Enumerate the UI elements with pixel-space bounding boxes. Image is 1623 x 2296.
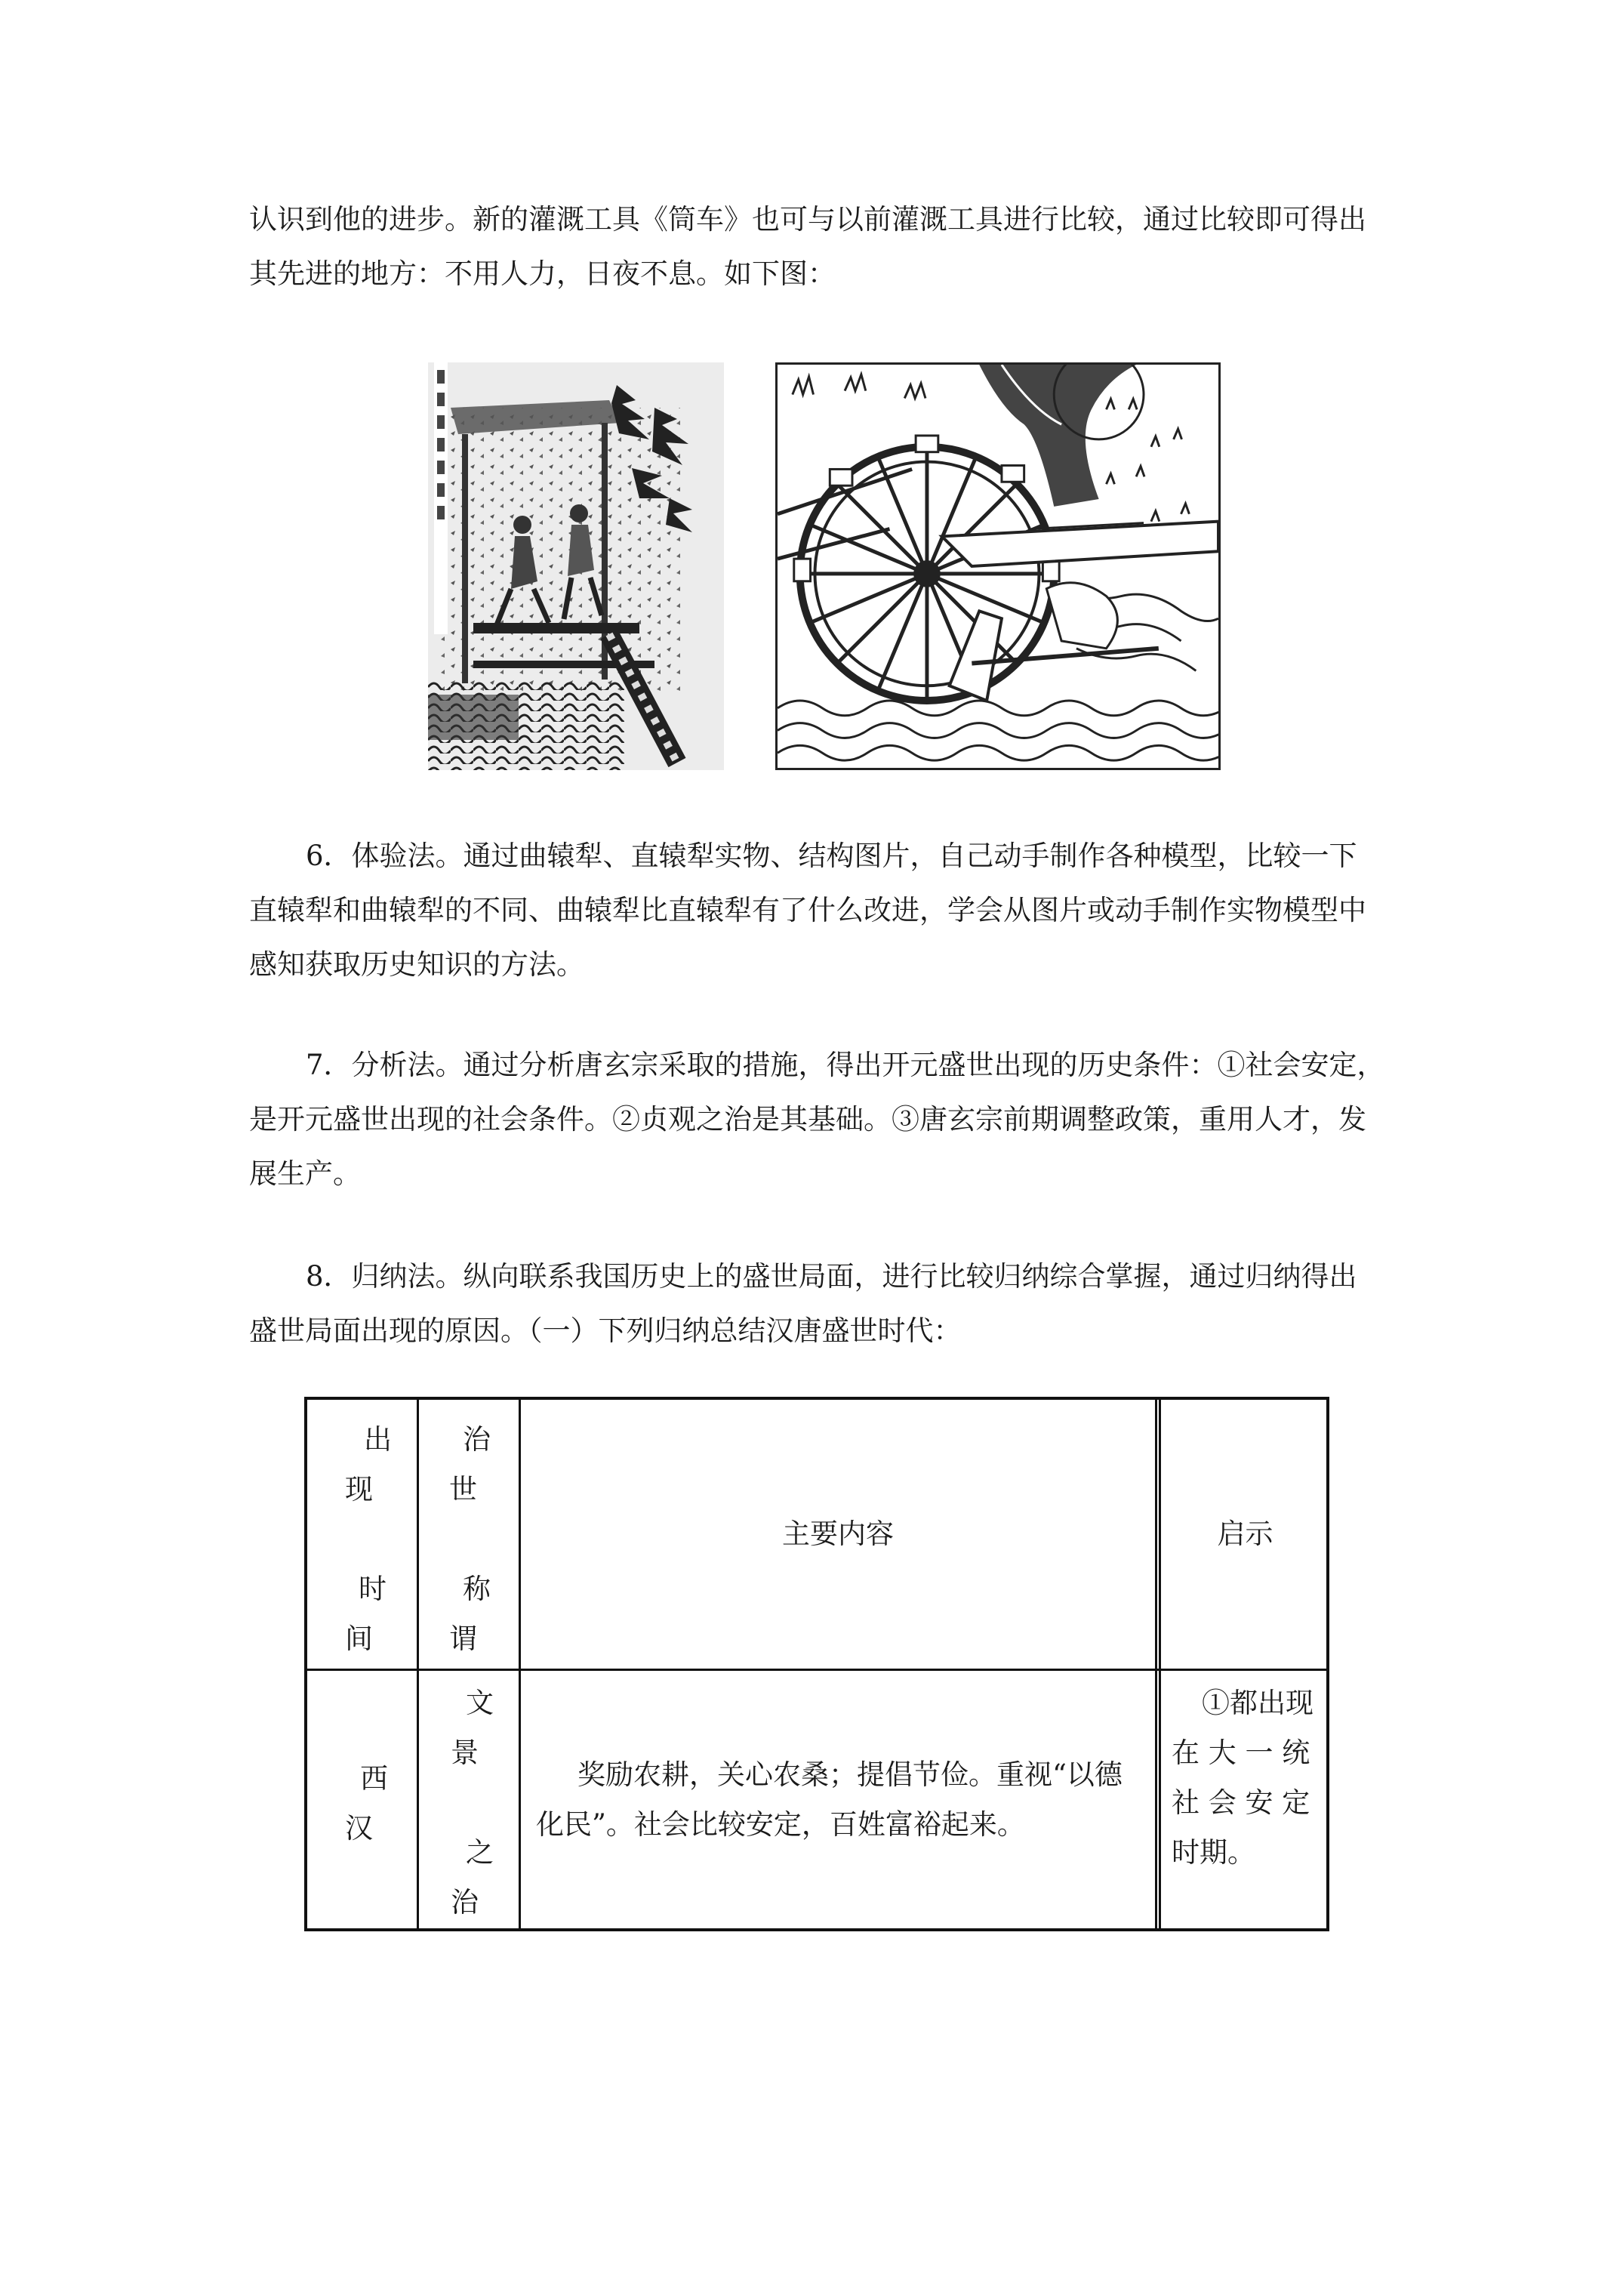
text-line: 盛世局面出现的原因。（一）下列归纳总结汉唐盛世时代： bbox=[249, 1314, 962, 1347]
text-line: 展生产。 bbox=[249, 1157, 361, 1190]
cell-char: 文 bbox=[466, 1687, 494, 1719]
text-line: 是开元盛世出现的社会条件。②贞观之治是其基础。③唐玄宗前期调整政策，重用人才，发 bbox=[249, 1103, 1366, 1136]
paragraph-analysis-method bbox=[249, 1038, 1385, 1201]
header-main-content bbox=[521, 1400, 1155, 1669]
content-line: 奖励农耕，关心农桑；提倡节俭。重视“以德 bbox=[577, 1758, 1123, 1791]
header-char: 出 bbox=[364, 1423, 392, 1456]
insight-line: 社 会 安 定 bbox=[1172, 1786, 1310, 1819]
text-line: 7．分析法。通过分析唐玄宗采取的措施，得出开元盛世出现的历史条件：①社会安定， bbox=[306, 1049, 1385, 1081]
figure-tongche-waterwheel bbox=[775, 362, 1221, 770]
cell-char: 景 bbox=[451, 1737, 479, 1769]
cell-char: 西 bbox=[360, 1762, 388, 1795]
text-line: 其先进的地方：不用人力，日夜不息。如下图： bbox=[249, 257, 836, 290]
manual-waterwheel-illustration bbox=[428, 362, 724, 770]
header-char: 时 bbox=[359, 1573, 387, 1605]
cell-char: 汉 bbox=[345, 1812, 373, 1845]
header-char: 现 bbox=[345, 1473, 373, 1505]
tongche-illustration bbox=[778, 365, 1218, 768]
row-insight-cell bbox=[1161, 1671, 1329, 1931]
header-insight bbox=[1161, 1400, 1329, 1669]
header-text: 主要内容 bbox=[782, 1518, 894, 1550]
figure-manual-waterwheel bbox=[428, 362, 724, 770]
row-content-cell bbox=[521, 1671, 1155, 1931]
paragraph-experience-method bbox=[249, 829, 1381, 992]
insight-line: 在 大 一 统 bbox=[1172, 1737, 1310, 1769]
text-line: 6．体验法。通过曲辕犁、直辕犁实物、结构图片，自己动手制作各种模型，比较一下 bbox=[306, 840, 1357, 872]
text-line: 认识到他的进步。新的灌溉工具《筒车》也可与以前灌溉工具进行比较，通过比较即可得出 bbox=[249, 203, 1366, 236]
header-char: 间 bbox=[345, 1623, 373, 1655]
header-char: 谓 bbox=[449, 1623, 477, 1655]
header-char: 治 bbox=[463, 1423, 491, 1456]
header-appearance-time bbox=[307, 1400, 417, 1669]
text-line: 直辕犁和曲辕犁的不同、曲辕犁比直辕犁有了什么改进，学会从图片或动手制作实物模型中 bbox=[249, 894, 1366, 926]
cell-char: 之 bbox=[466, 1836, 494, 1869]
paragraph-induction-method bbox=[249, 1250, 1381, 1358]
insight-line: 时期。 bbox=[1172, 1836, 1255, 1869]
content-line: 化民”。社会比较安定，百姓富裕起来。 bbox=[536, 1808, 1025, 1841]
text-line: 8．归纳法。纵向联系我国历史上的盛世局面，进行比较归纳综合掌握，通过归纳得出 bbox=[306, 1260, 1357, 1293]
header-char: 称 bbox=[463, 1573, 491, 1605]
table-divider bbox=[1155, 1400, 1157, 1928]
header-text: 启示 bbox=[1217, 1518, 1273, 1550]
insight-line: ①都出现 bbox=[1202, 1687, 1313, 1719]
row-time-cell bbox=[307, 1671, 417, 1931]
paragraph-tongche bbox=[249, 193, 1381, 301]
cell-char: 治 bbox=[451, 1886, 479, 1918]
han-tang-prosperity-table bbox=[304, 1397, 1329, 1931]
header-char: 世 bbox=[449, 1473, 477, 1505]
header-era-title bbox=[419, 1400, 519, 1669]
row-title-cell bbox=[419, 1671, 519, 1931]
text-line: 感知获取历史知识的方法。 bbox=[249, 948, 584, 981]
